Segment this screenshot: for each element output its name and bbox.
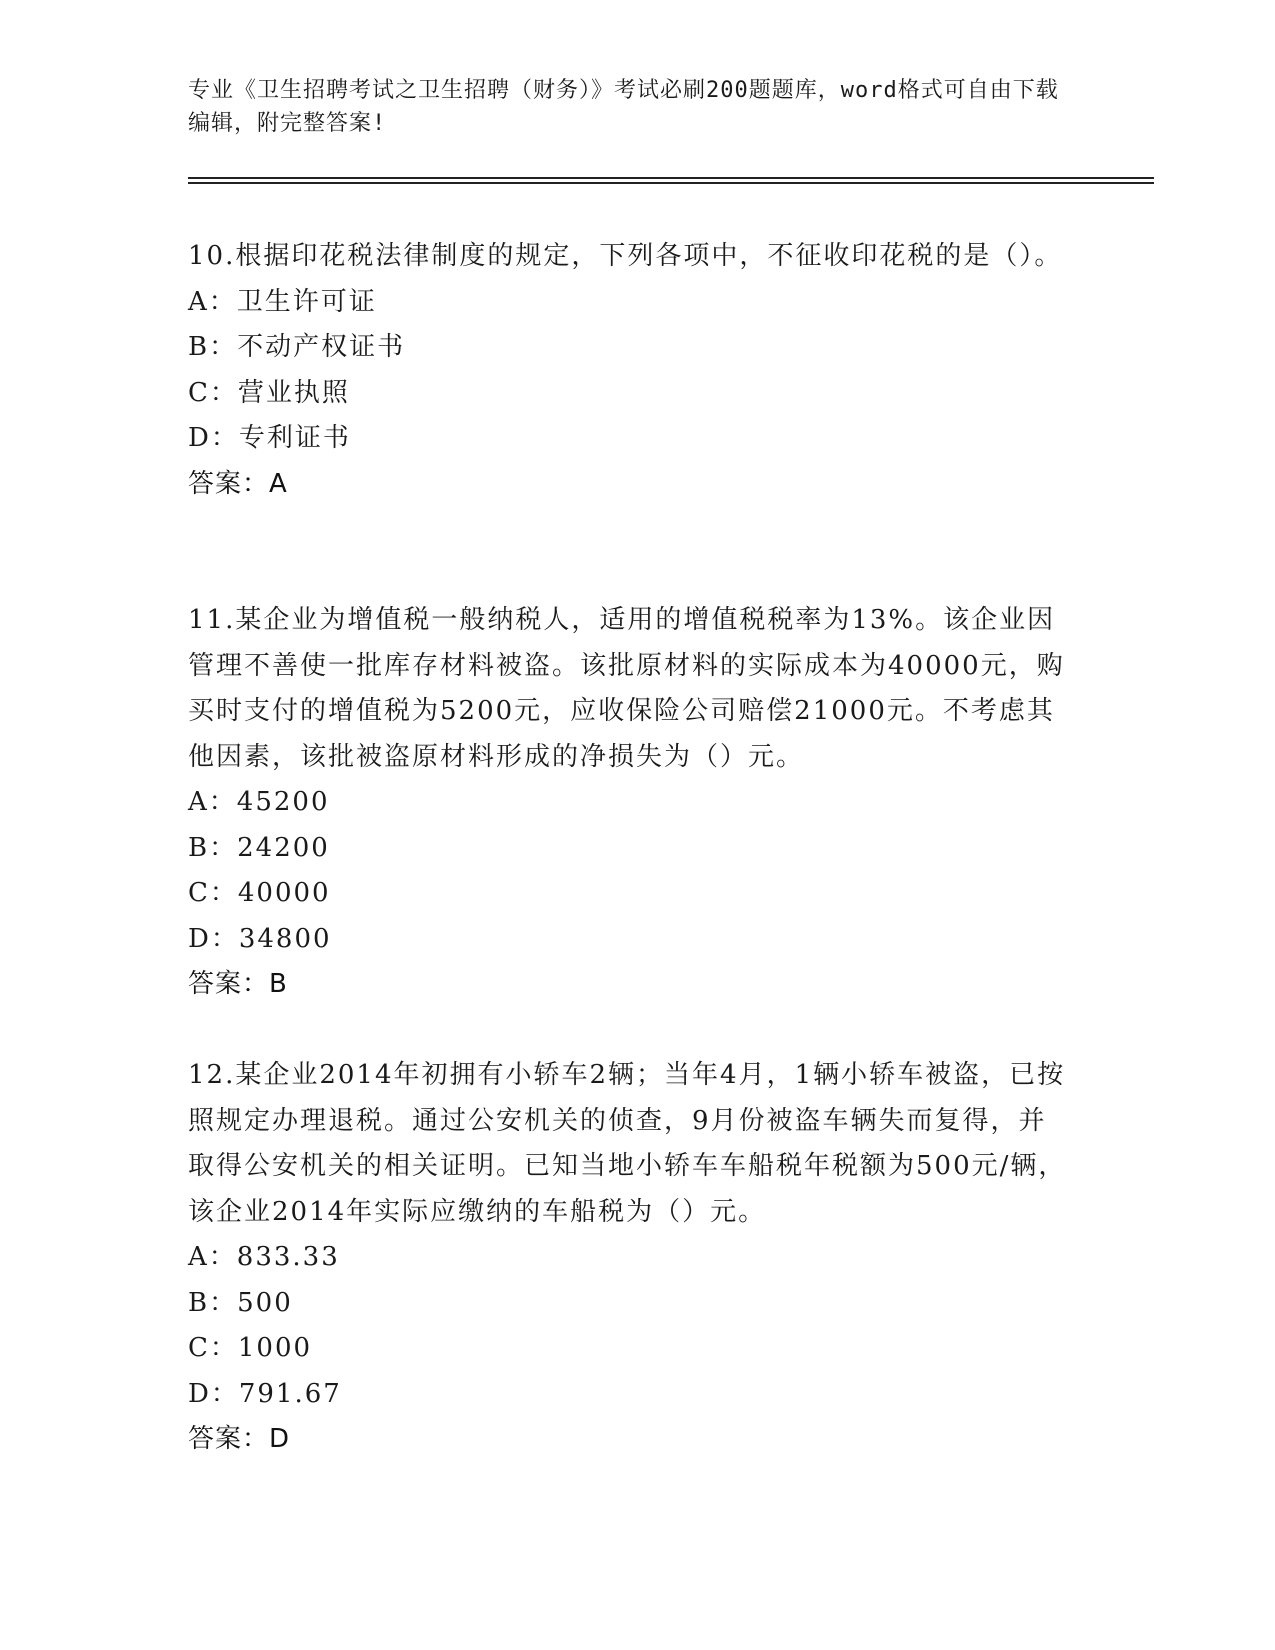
- header-intro: 专业《卫生招聘考试之卫生招聘（财务）》考试必刷200题题库，word格式可自由下载编辑，附完整答案!: [188, 78, 1059, 136]
- question-10: [188, 234, 1068, 507]
- question-stem: 11.某企业为增值税一般纳税人，适用的增值税税率为13%。该企业因管理不善使一批库存材料被盗。该批原材料的实际成本为40000元，购买时支付的增值税为5200元，应收保险公司赔偿21000元。不考虑其他因素，该批被盗原材料形成的净损失为（）元。: [188, 605, 1065, 772]
- option-a: A：833.33: [188, 1242, 340, 1272]
- option-b: B：24200: [188, 832, 330, 863]
- answer-label: 答案：A: [188, 468, 288, 499]
- option-a: A：45200: [188, 787, 330, 817]
- question-12: [188, 1053, 1068, 1463]
- option-c: C：1000: [188, 1333, 313, 1363]
- option-a: A：卫生许可证: [188, 286, 377, 317]
- option-b: B：500: [188, 1287, 293, 1318]
- option-c: C：40000: [188, 878, 331, 908]
- option-d: D：专利证书: [188, 423, 351, 453]
- question-stem: 10.根据印花税法律制度的规定，下列各项中，不征收印花税的是（）。: [188, 241, 1063, 271]
- answer-label: 答案：D: [188, 1424, 291, 1454]
- option-d: D：791.67: [188, 1378, 342, 1409]
- question-11: [188, 598, 1068, 1008]
- question-stem: 12.某企业2014年初拥有小轿车2辆；当年4月，1辆小轿车被盗，已按照规定办理退税。通过公安机关的侦查，9月份被盗车辆失而复得，并取得公安机关的相关证明。已知当地小轿车车船税年税额为500元/辆，该企业2014年实际应缴纳的车船税为（）元。: [188, 1060, 1067, 1227]
- header-rule-top: [188, 177, 1154, 179]
- option-b: B：不动产权证书: [188, 332, 406, 362]
- header-rule-bottom: [188, 182, 1154, 184]
- answer-label: 答案：B: [188, 969, 288, 999]
- option-c: C：营业执照: [188, 377, 350, 408]
- option-d: D：34800: [188, 923, 332, 954]
